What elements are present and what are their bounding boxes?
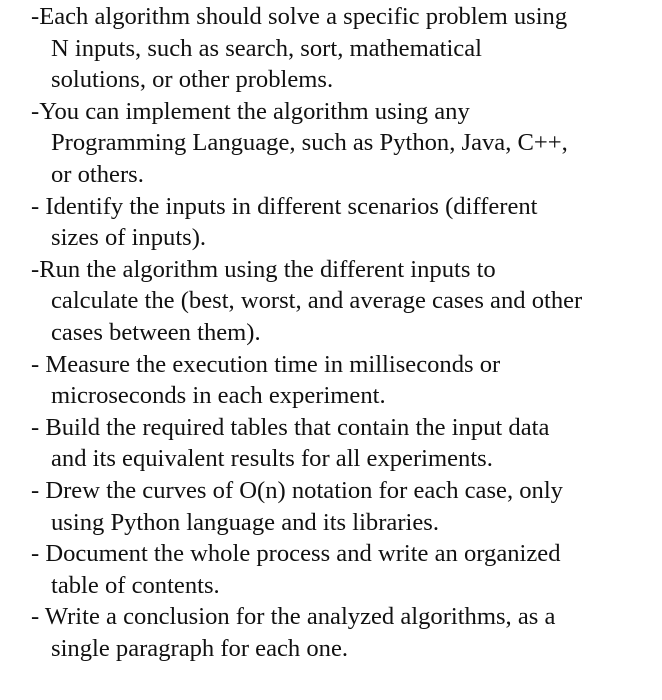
requirement-2-line-2: Programming Language, such as Python, Java, C++,	[51, 129, 568, 157]
requirement-item-8	[31, 538, 651, 601]
requirement-2-line-1: -You can implement the algorithm using any	[31, 97, 470, 125]
requirement-8-line-1: - Document the whole process and write an organized	[31, 540, 561, 568]
requirement-6-line-2: and its equivalent results for all experiments.	[51, 445, 493, 473]
requirement-9-line-1: - Write a conclusion for the analyzed algorithms, as a	[31, 603, 556, 631]
requirement-2-line-3: or others.	[51, 160, 144, 188]
requirements-list	[31, 1, 651, 664]
requirement-5-line-1: - Measure the execution time in milliseconds or	[31, 350, 501, 378]
requirement-4-line-3: cases between them).	[51, 318, 261, 346]
requirement-7-line-2: using Python language and its libraries.	[51, 508, 439, 536]
requirement-1-line-1: -Each algorithm should solve a specific problem using	[31, 3, 568, 30]
requirement-3-line-1: - Identify the inputs in different scenarios (different	[31, 192, 538, 220]
requirement-item-1	[31, 1, 651, 96]
requirement-7-line-1: - Drew the curves of O(n) notation for each case, only	[31, 476, 563, 504]
requirement-item-9	[31, 601, 651, 664]
requirement-4-line-1: -Run the algorithm using the different inputs to	[31, 255, 496, 283]
requirement-item-7	[31, 475, 651, 538]
requirement-1-line-3: solutions, or other problems.	[51, 66, 334, 94]
requirement-4-line-2: calculate the (best, worst, and average cases and other	[51, 287, 583, 315]
requirement-item-4	[31, 254, 651, 349]
requirement-item-6	[31, 412, 651, 475]
requirement-1-line-2: N inputs, such as search, sort, mathematical	[51, 34, 482, 62]
requirement-item-2	[31, 96, 651, 191]
requirement-item-5	[31, 349, 651, 412]
requirement-6-line-1: - Build the required tables that contain the input data	[31, 413, 550, 441]
requirement-5-line-2: microseconds in each experiment.	[51, 382, 386, 410]
requirement-3-line-2: sizes of inputs).	[51, 224, 207, 252]
requirement-9-line-2: single paragraph for each one.	[51, 634, 349, 662]
requirement-item-3	[31, 191, 651, 254]
requirement-8-line-2: table of contents.	[51, 571, 220, 599]
